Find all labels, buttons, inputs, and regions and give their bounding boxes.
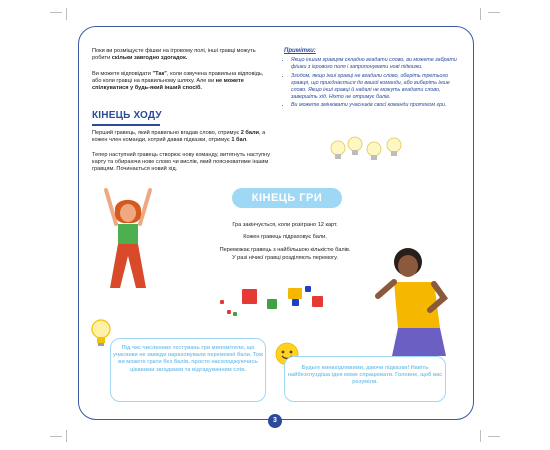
red-token bbox=[227, 310, 231, 314]
green-token bbox=[233, 312, 237, 316]
bulb-icon bbox=[367, 142, 381, 160]
game-end-banner: КІНЕЦЬ ГРИ bbox=[232, 188, 342, 208]
blue-token bbox=[305, 286, 311, 292]
game-end-line-3: Переможає гравець з найбільшою кількістю балів. bbox=[219, 247, 351, 253]
green-token bbox=[267, 299, 277, 309]
heading-underline bbox=[92, 124, 160, 126]
crop-mark bbox=[480, 430, 481, 442]
woman-cheering-illustration bbox=[98, 184, 158, 296]
note-item: • Якщо іншим гравцям складно вгадати слово, ви можете забрати фішки з ігрового поля і запропонувати нові підказки. bbox=[291, 57, 461, 71]
intro-paragraph-1: Поки ви розміщуєте фішки на ігровому полі, інші гравці можуть робити скільки завгодно здогадок. bbox=[92, 48, 256, 62]
bulb-icon bbox=[331, 141, 345, 159]
round-end-heading: КІНЕЦЬ ХОДУ bbox=[92, 110, 162, 121]
page-number: 3 bbox=[268, 414, 282, 428]
man-excited-illustration bbox=[372, 244, 450, 356]
lightbulb-icon bbox=[90, 318, 112, 352]
game-end-line-1: Гра закінчується, коли розіграно 12 карт. bbox=[232, 222, 338, 228]
note-item: • Ви можете змінювати учасників своєї команди протягом гри. bbox=[291, 102, 461, 109]
red-token bbox=[220, 300, 224, 304]
crop-mark bbox=[488, 12, 500, 13]
crop-mark bbox=[66, 430, 67, 442]
crop-mark bbox=[480, 8, 481, 20]
crop-mark bbox=[66, 8, 67, 20]
bulb-icon bbox=[348, 137, 362, 155]
crop-mark bbox=[488, 436, 500, 437]
intro-paragraph-2: Ви можете відповідати "Так", коли озвучена правильна відповідь, або коли гравці на правильному шляху. Але ви не можете спілкуватися у будь-який інший спосіб. bbox=[92, 71, 264, 92]
game-end-line-2: Кожен гравець підраховує бали. bbox=[243, 234, 327, 240]
notes-list bbox=[284, 57, 461, 111]
red-token bbox=[312, 296, 323, 307]
blue-token bbox=[292, 299, 299, 306]
game-end-line-4: У разі нічиєї гравці розділяють перемогу. bbox=[232, 255, 338, 261]
crop-mark bbox=[50, 436, 62, 437]
notes-title: Примітки: bbox=[284, 48, 316, 54]
red-token bbox=[242, 289, 257, 304]
tip-left: Під час численних тестувань гри мипомітили, що учасники не завжди нараховували переможні бали. Тож ви можете грати без балів, просто насолоджуючись цікавими загадками та відгадуванням слів. bbox=[110, 338, 266, 402]
bulb-icon bbox=[387, 138, 401, 156]
light-bulbs-illustration bbox=[328, 134, 412, 166]
tip-right: Будьте винахідливими, даючи підказки! Навіть найбезглуздіша ідея може спрацювати. Головне, щоб вас розуміли. bbox=[284, 356, 446, 402]
round-end-paragraph-1: Перший гравець, який правильно вгадав слово, отримує 2 бали, а кожен член команди, котрий давав підказки, отримує 1 бал. bbox=[92, 130, 266, 144]
round-end-paragraph-2: Тепер наступний гравець створює нову команду, витягнуть наступну карту та обираючи нове слово чи вислів, який пояснюватиме іншим гравцям. Починається новий хід. bbox=[92, 152, 271, 173]
yellow-token bbox=[288, 288, 302, 299]
crop-mark bbox=[50, 12, 62, 13]
note-item: • Згодом, якщо інші гравці не вгадали слово, оберіть третього гравця, що приєднається до вашої команди, або виберіть інше слово. Якщо інші гравці й надалі не можуть вгадати слово, завершіть хід. Ніхто не отримує балів. bbox=[291, 73, 461, 101]
